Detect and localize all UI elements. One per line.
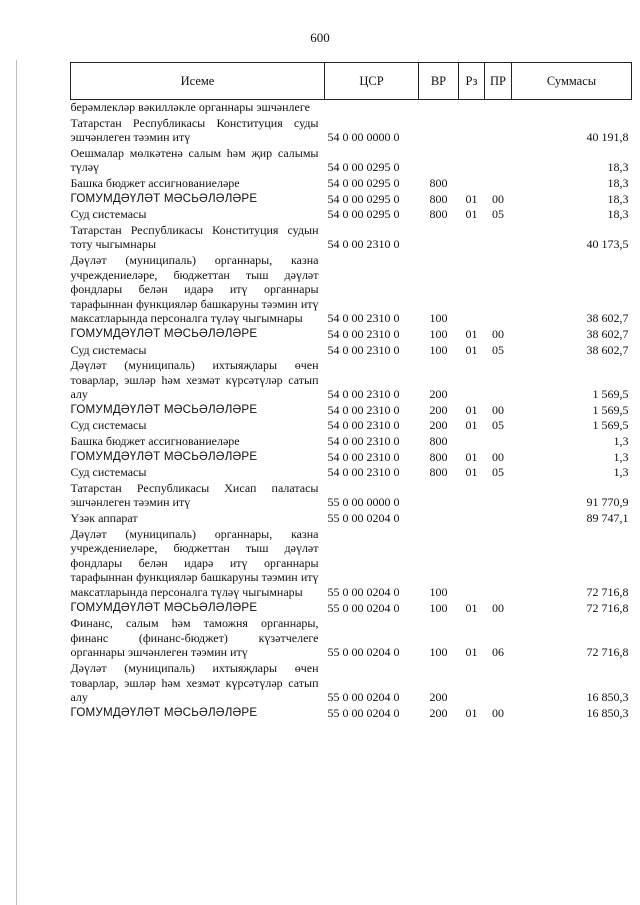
header-sum: Суммасы bbox=[512, 63, 632, 100]
cell-csr: 54 0 00 2310 0 bbox=[327, 387, 400, 402]
cell-csr: 54 0 00 2310 0 bbox=[327, 434, 400, 449]
cell-vr bbox=[419, 116, 459, 146]
cell-pr bbox=[485, 146, 512, 176]
table-row bbox=[71, 465, 632, 481]
cell-vr bbox=[419, 223, 459, 253]
cell-pr: 00 bbox=[492, 705, 504, 720]
table-row bbox=[71, 146, 632, 176]
cell-name: Башка бюджет ассигнованиеләре bbox=[70, 434, 240, 449]
cell-rz bbox=[459, 253, 485, 327]
cell-rz: 01 bbox=[465, 342, 478, 357]
cell-name: Дәүләт (муниципаль) органнары, казна учреждениеләре, бюджеттан тыш дәүләт фондлары белән идарә итү органнары тарафыннан функцияләр башкаруны тәэмин итү максатларында персоналга түләү чыгымнары bbox=[70, 526, 319, 599]
cell-csr: 55 0 00 0204 0 bbox=[327, 600, 400, 615]
cell-rz: 01 bbox=[465, 465, 478, 480]
cell-pr bbox=[485, 253, 512, 327]
table-row bbox=[71, 343, 632, 359]
table-row bbox=[71, 176, 632, 192]
cell-pr: 00 bbox=[492, 600, 504, 615]
header-csr: ЦСР bbox=[325, 63, 419, 100]
table-header bbox=[71, 63, 632, 100]
cell-sum: 72 716,8 bbox=[586, 600, 629, 615]
cell-csr: 54 0 00 2310 0 bbox=[327, 449, 400, 464]
cell-rz bbox=[459, 434, 485, 450]
cell-pr bbox=[485, 527, 512, 601]
cell-sum: 89 747,1 bbox=[586, 511, 629, 526]
cell-pr: 00 bbox=[492, 326, 504, 341]
table-row bbox=[71, 358, 632, 403]
cell-pr bbox=[485, 481, 512, 511]
cell-name: Суд системасы bbox=[70, 342, 147, 357]
cell-name: ГОМУМДӘҮЛӘТ МӘСЬӘЛӘЛӘРЕ bbox=[70, 705, 258, 719]
cell-sum: 18,3 bbox=[607, 175, 629, 190]
cell-csr: 55 0 00 0000 0 bbox=[327, 495, 400, 510]
header-row bbox=[71, 63, 632, 100]
cell-vr bbox=[419, 146, 459, 176]
cell-vr: 200 bbox=[429, 402, 448, 417]
cell-name: берәмлекләр вәкилләкле органнары эшчәнлеге bbox=[70, 100, 310, 114]
cell-vr: 800 bbox=[429, 191, 448, 206]
cell-vr: 100 bbox=[429, 326, 448, 341]
cell-csr: 54 0 00 0295 0 bbox=[327, 191, 400, 206]
budget-table bbox=[70, 62, 632, 721]
table-row bbox=[71, 511, 632, 527]
cell-sum: 1 569,5 bbox=[592, 387, 629, 402]
cell-rz bbox=[459, 146, 485, 176]
cell-sum: 16 850,3 bbox=[586, 705, 629, 720]
cell-name: Финанс, салым һәм таможня органнары, финанс (финанс-бюджет) күзәтчелеге органнары эшчәнлеген тәэмин итү bbox=[70, 616, 319, 660]
cell-pr bbox=[485, 358, 512, 403]
cell-rz bbox=[459, 358, 485, 403]
cell-sum: 38 602,7 bbox=[586, 342, 629, 357]
cell-rz bbox=[459, 100, 485, 116]
cell-csr bbox=[325, 100, 419, 116]
cell-csr: 55 0 00 0204 0 bbox=[327, 511, 400, 526]
cell-pr: 05 bbox=[492, 342, 504, 357]
cell-sum: 40 191,8 bbox=[586, 130, 629, 145]
table-row bbox=[71, 403, 632, 419]
cell-sum: 18,3 bbox=[607, 207, 629, 222]
cell-rz: 01 bbox=[465, 326, 478, 341]
cell-sum: 38 602,7 bbox=[586, 326, 629, 341]
cell-vr: 800 bbox=[429, 175, 448, 190]
cell-csr: 54 0 00 2310 0 bbox=[327, 326, 400, 341]
cell-sum: 72 716,8 bbox=[586, 585, 629, 599]
cell-name: Оешмалар мөлкәтенә салым һәм җир салымы түләү bbox=[70, 145, 319, 175]
table-row bbox=[71, 327, 632, 343]
cell-vr: 800 bbox=[429, 449, 448, 464]
cell-vr: 200 bbox=[429, 705, 448, 720]
cell-sum: 1 569,5 bbox=[592, 402, 629, 417]
cell-vr: 100 bbox=[429, 585, 448, 599]
cell-pr bbox=[485, 223, 512, 253]
cell-vr: 200 bbox=[429, 690, 448, 705]
cell-pr bbox=[485, 100, 512, 116]
cell-name: Суд системасы bbox=[70, 207, 147, 222]
cell-rz bbox=[459, 481, 485, 511]
cell-vr bbox=[419, 100, 459, 116]
cell-pr bbox=[485, 176, 512, 192]
cell-pr bbox=[485, 116, 512, 146]
cell-name: Дәүләт (муниципаль) органнары, казна учреждениеләре, бюджеттан тыш дәүләт фондлары белән идарә итү органнары тарафыннан функцияләр башкаруны тәэмин итү максатларында персоналга түләү чыгымнары bbox=[70, 252, 319, 326]
table-row bbox=[71, 450, 632, 466]
cell-name: Татарстан Республикасы Конституция суды эшчәнлеген тәэмин итү bbox=[70, 115, 319, 145]
cell-vr: 200 bbox=[429, 387, 448, 402]
cell-pr bbox=[485, 434, 512, 450]
table-row bbox=[71, 527, 632, 601]
cell-sum bbox=[512, 100, 632, 116]
table-row bbox=[71, 192, 632, 208]
table-row bbox=[71, 481, 632, 511]
table-row bbox=[71, 100, 632, 116]
table-row bbox=[71, 223, 632, 253]
cell-csr: 54 0 00 2310 0 bbox=[327, 311, 400, 326]
cell-rz: 01 bbox=[465, 705, 478, 720]
cell-sum: 1,3 bbox=[613, 465, 629, 480]
cell-name: Дәүләт (муниципаль) ихтыяҗлары өчен товарлар, эшләр һәм хезмәт күрсәтүләр сатып алу bbox=[70, 358, 319, 402]
cell-vr: 800 bbox=[429, 434, 448, 449]
cell-name: Суд системасы bbox=[70, 465, 147, 480]
cell-rz: 01 bbox=[465, 418, 478, 433]
cell-rz: 01 bbox=[465, 207, 478, 222]
cell-sum: 38 602,7 bbox=[586, 311, 629, 326]
table-body bbox=[71, 100, 632, 722]
cell-csr: 55 0 00 0204 0 bbox=[327, 705, 400, 720]
cell-pr bbox=[485, 511, 512, 527]
cell-csr: 55 0 00 0204 0 bbox=[327, 585, 400, 599]
cell-pr: 00 bbox=[492, 449, 504, 464]
cell-name: ГОМУМДӘҮЛӘТ МӘСЬӘЛӘЛӘРЕ bbox=[70, 600, 258, 614]
table-row bbox=[71, 434, 632, 450]
cell-name: Үзәк аппарат bbox=[70, 511, 138, 526]
table-row bbox=[71, 418, 632, 434]
cell-vr: 800 bbox=[429, 207, 448, 222]
cell-name: ГОМУМДӘҮЛӘТ МӘСЬӘЛӘЛӘРЕ bbox=[70, 402, 258, 416]
cell-vr: 800 bbox=[429, 465, 448, 480]
cell-rz: 01 bbox=[465, 402, 478, 417]
cell-rz: 01 bbox=[465, 645, 478, 660]
cell-vr bbox=[419, 511, 459, 527]
cell-sum: 91 770,9 bbox=[586, 495, 629, 510]
cell-rz: 01 bbox=[465, 449, 478, 464]
cell-name: Татарстан Республикасы Хисап палатасы эшчәнлеген тәэмин итү bbox=[70, 480, 319, 510]
cell-name: Башка бюджет ассигнованиеләре bbox=[70, 175, 240, 190]
cell-pr: 00 bbox=[492, 402, 504, 417]
scan-margin-line bbox=[16, 60, 17, 905]
cell-sum: 72 716,8 bbox=[586, 645, 629, 660]
cell-pr bbox=[485, 661, 512, 706]
cell-pr: 00 bbox=[492, 191, 504, 206]
cell-pr: 05 bbox=[492, 207, 504, 222]
cell-vr bbox=[419, 481, 459, 511]
table-row bbox=[71, 253, 632, 327]
cell-csr: 55 0 00 0204 0 bbox=[327, 690, 400, 705]
cell-sum: 40 173,5 bbox=[586, 237, 629, 252]
cell-csr: 54 0 00 0295 0 bbox=[327, 160, 400, 175]
cell-vr: 100 bbox=[429, 311, 448, 326]
cell-sum: 1 569,5 bbox=[592, 418, 629, 433]
cell-csr: 55 0 00 0204 0 bbox=[327, 645, 400, 660]
cell-rz bbox=[459, 661, 485, 706]
cell-rz: 01 bbox=[465, 600, 478, 615]
cell-name: ГОМУМДӘҮЛӘТ МӘСЬӘЛӘЛӘРЕ bbox=[70, 326, 258, 340]
header-name: Исеме bbox=[71, 63, 325, 100]
cell-csr: 54 0 00 0295 0 bbox=[327, 207, 400, 222]
cell-name: ГОМУМДӘҮЛӘТ МӘСЬӘЛӘЛӘРЕ bbox=[70, 191, 258, 205]
cell-name: Суд системасы bbox=[70, 418, 147, 433]
cell-vr: 100 bbox=[429, 342, 448, 357]
cell-rz bbox=[459, 176, 485, 192]
cell-vr: 200 bbox=[429, 418, 448, 433]
cell-vr: 100 bbox=[429, 600, 448, 615]
cell-rz bbox=[459, 223, 485, 253]
cell-pr: 05 bbox=[492, 465, 504, 480]
cell-csr: 54 0 00 0000 0 bbox=[327, 130, 400, 145]
cell-sum: 16 850,3 bbox=[586, 690, 629, 705]
cell-sum: 18,3 bbox=[607, 160, 629, 175]
cell-csr: 54 0 00 2310 0 bbox=[327, 402, 400, 417]
cell-name: Дәүләт (муниципаль) ихтыяҗлары өчен товарлар, эшләр һәм хезмәт күрсәтүләр сатып алу bbox=[70, 660, 319, 705]
cell-csr: 54 0 00 2310 0 bbox=[327, 465, 400, 480]
cell-sum: 18,3 bbox=[607, 191, 629, 206]
cell-rz bbox=[459, 527, 485, 601]
cell-sum: 1,3 bbox=[613, 449, 629, 464]
cell-name: ГОМУМДӘҮЛӘТ МӘСЬӘЛӘЛӘРЕ bbox=[70, 449, 258, 463]
cell-csr: 54 0 00 0295 0 bbox=[327, 175, 400, 190]
table-row bbox=[71, 661, 632, 706]
cell-rz: 01 bbox=[465, 191, 478, 206]
cell-rz bbox=[459, 511, 485, 527]
cell-name: Татарстан Республикасы Конституция судын тоту чыгымнары bbox=[70, 222, 319, 252]
table-row bbox=[71, 706, 632, 722]
cell-sum: 1,3 bbox=[613, 434, 629, 449]
table-row bbox=[71, 116, 632, 146]
table-row bbox=[71, 207, 632, 223]
header-pr: ПР bbox=[485, 63, 512, 100]
cell-csr: 54 0 00 2310 0 bbox=[327, 418, 400, 433]
page-number: 600 bbox=[310, 30, 330, 45]
cell-vr: 100 bbox=[429, 645, 448, 660]
cell-rz bbox=[459, 116, 485, 146]
table-row bbox=[71, 616, 632, 661]
header-vr: ВР bbox=[419, 63, 459, 100]
header-rz: Рз bbox=[459, 63, 485, 100]
cell-pr: 05 bbox=[492, 418, 504, 433]
cell-csr: 54 0 00 2310 0 bbox=[327, 342, 400, 357]
table-row bbox=[71, 601, 632, 617]
cell-csr: 54 0 00 2310 0 bbox=[327, 237, 400, 252]
cell-pr: 06 bbox=[492, 645, 504, 660]
